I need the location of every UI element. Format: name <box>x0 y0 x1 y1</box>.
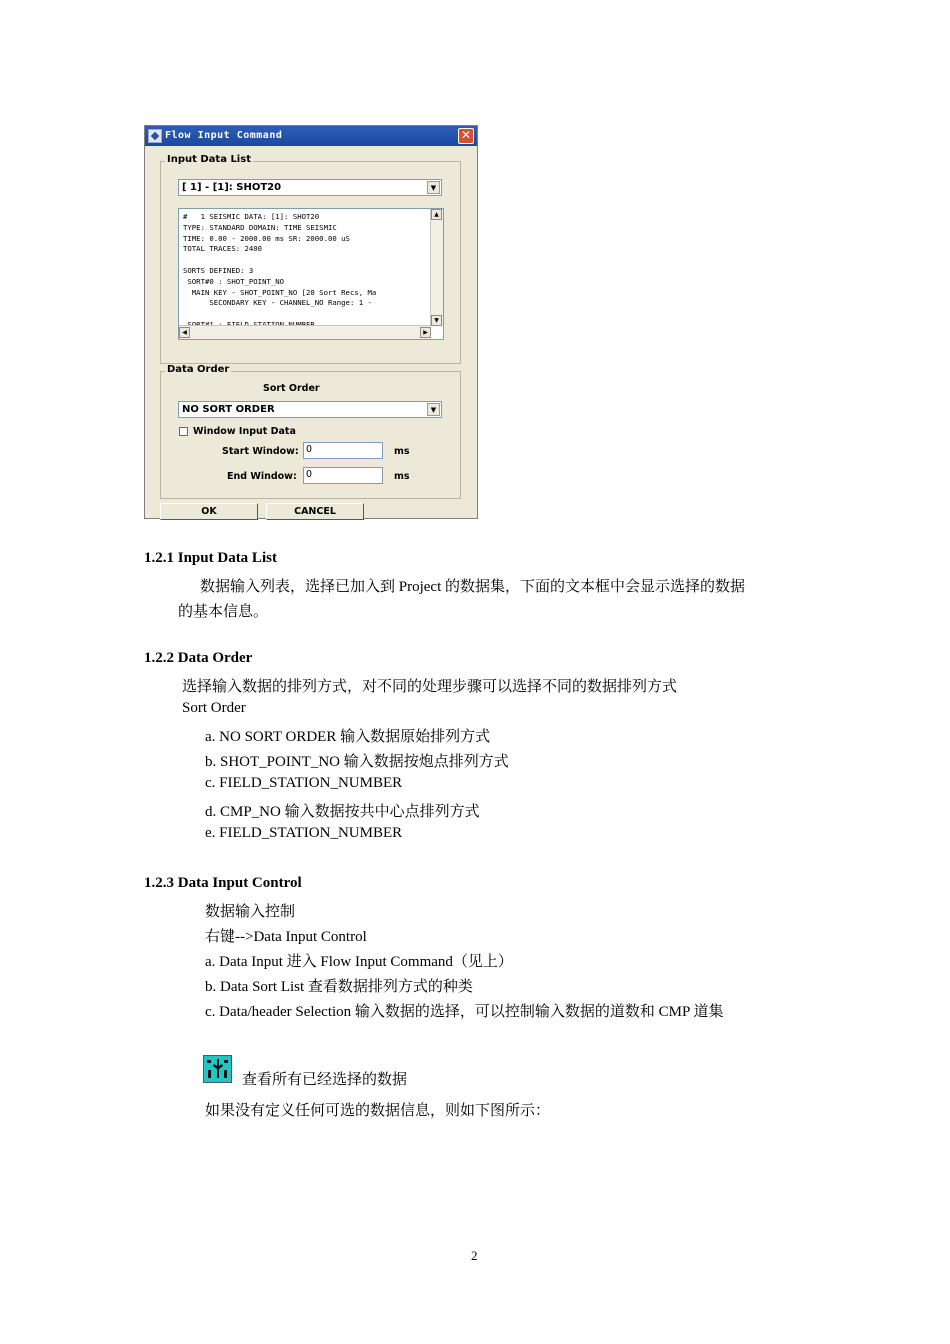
app-icon <box>148 129 162 143</box>
ok-button[interactable]: OK <box>160 503 258 520</box>
chevron-down-icon[interactable]: ▼ <box>427 181 440 194</box>
end-window-input[interactable]: 0 <box>303 467 383 484</box>
sec3-line2: 右键-->Data Input Control <box>205 929 367 945</box>
data-order-label: Data Order <box>167 364 230 375</box>
list-item: a. NO SORT ORDER 输入数据原始排列方式 <box>205 729 491 745</box>
info-line <box>183 309 376 320</box>
page-number: 2 <box>471 1248 478 1263</box>
vertical-scrollbar[interactable] <box>430 209 443 326</box>
sec1-line2: 的基本信息。 <box>178 604 269 620</box>
horizontal-scrollbar[interactable] <box>179 325 431 339</box>
scroll-right-icon[interactable]: ▶ <box>420 327 431 338</box>
info-line: SECONDARY KEY - CHANNEL_NO Range: 1 - <box>183 298 372 308</box>
view-selected-data-icon <box>203 1055 232 1083</box>
list-item: d. CMP_NO 输入数据按共中心点排列方式 <box>205 804 480 820</box>
dataset-info-textbox[interactable] <box>178 208 444 340</box>
info-line: SORTS DEFINED: 3 <box>183 265 254 275</box>
heading-input-data-list: 1.2.1 Input Data List <box>144 550 277 566</box>
info-line: TIME: 0.00 - 2000.00 ms SR: 2000.00 uS <box>183 233 350 243</box>
list-item: b. SHOT_POINT_NO 输入数据按炮点排列方式 <box>205 754 509 770</box>
dataset-select[interactable] <box>178 179 442 196</box>
dialog-title: Flow Input Command <box>165 130 283 141</box>
list-item: c. Data/header Selection 输入数据的选择，可以控制输入数据的道数和 CMP 道集 <box>205 1004 724 1020</box>
chevron-down-icon[interactable]: ▼ <box>427 403 440 416</box>
scroll-left-icon[interactable]: ◀ <box>179 327 190 338</box>
sec2-line2: Sort Order <box>182 700 246 716</box>
sec1-line1: 数据输入列表，选择已加入到 Project 的数据集，下面的文本框中会显示选择的数据 <box>200 579 745 595</box>
sort-order-value: NO SORT ORDER <box>182 404 275 415</box>
list-item: e. FIELD_STATION_NUMBER <box>205 825 403 841</box>
end-window-label: End Window: <box>227 471 297 482</box>
info-line: MAIN KEY - SHOT_POINT_NO [20 Sort Recs, Ma <box>183 287 377 297</box>
info-line: # 1 SEISMIC DATA: [1]: SHOT20 <box>183 212 320 221</box>
note-line: 如果没有定义任何可选的数据信息，则如下图所示： <box>205 1103 551 1119</box>
info-line: TYPE: STANDARD DOMAIN: TIME SEISMIC <box>183 222 337 232</box>
scroll-down-icon[interactable]: ▼ <box>431 315 442 326</box>
sec3-line1: 数据输入控制 <box>205 904 296 920</box>
list-item: a. Data Input 进入 Flow Input Command（见上） <box>205 954 513 970</box>
heading-data-order: 1.2.2 Data Order <box>144 650 253 666</box>
cancel-button[interactable]: CANCEL <box>266 503 364 520</box>
list-item: c. FIELD_STATION_NUMBER <box>205 775 403 791</box>
sort-order-select[interactable] <box>178 401 442 418</box>
info-line: SORT#0 : SHOT_POINT_NO <box>183 276 285 286</box>
window-input-label: Window Input Data <box>193 426 296 437</box>
start-window-unit: ms <box>394 446 410 457</box>
info-line <box>183 255 376 266</box>
start-window-label: Start Window: <box>222 446 299 457</box>
sort-order-label: Sort Order <box>263 383 320 394</box>
info-line: TOTAL TRACES: 2400 <box>183 244 263 254</box>
icon-caption: 查看所有已经选择的数据 <box>242 1072 408 1088</box>
sec2-line1: 选择输入数据的排列方式，对不同的处理步骤可以选择不同的数据排列方式 <box>182 679 678 695</box>
dialog-titlebar[interactable] <box>145 126 477 146</box>
dataset-select-value: [ 1] - [1]: SHOT20 <box>182 182 282 193</box>
close-icon[interactable]: ✕ <box>458 128 474 144</box>
scroll-up-icon[interactable]: ▲ <box>431 209 442 220</box>
input-data-list-label: Input Data List <box>167 154 251 165</box>
end-window-unit: ms <box>394 471 410 482</box>
dataset-info-text <box>183 212 376 331</box>
flow-input-command-dialog <box>144 125 478 519</box>
window-input-checkbox[interactable] <box>179 427 188 436</box>
heading-data-input-control: 1.2.3 Data Input Control <box>144 875 302 891</box>
start-window-input[interactable]: 0 <box>303 442 383 459</box>
list-item: b. Data Sort List 查看数据排列方式的种类 <box>205 979 473 995</box>
